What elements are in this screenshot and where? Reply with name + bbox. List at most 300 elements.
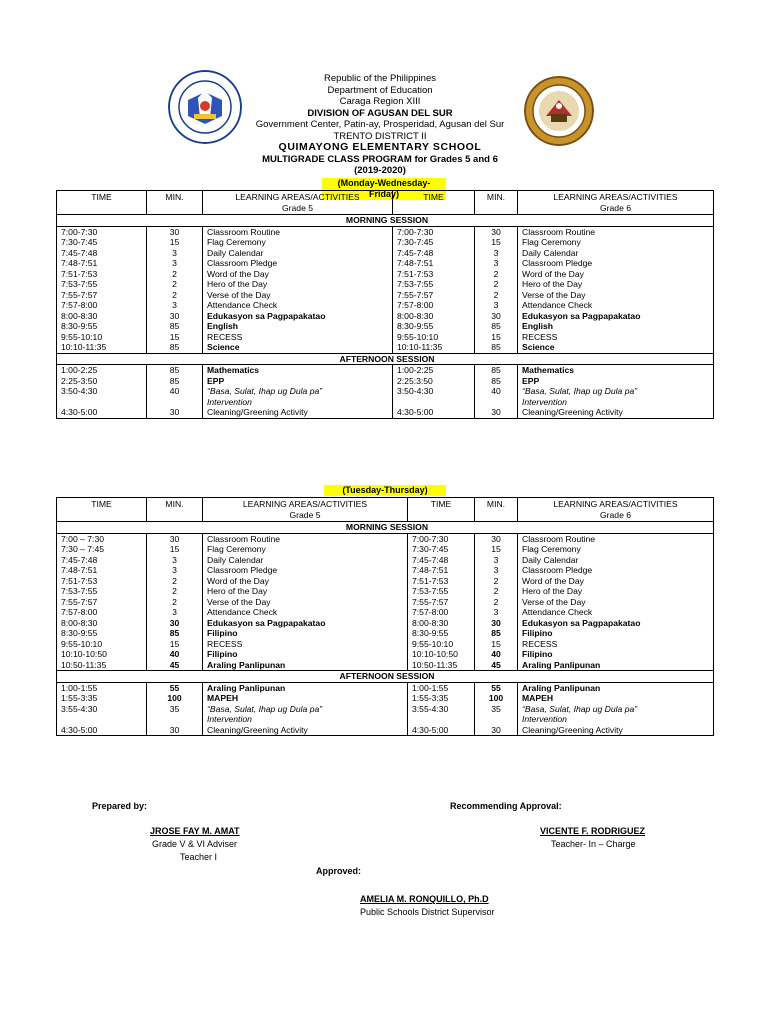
table-cell: 7:48-7:51 <box>408 565 475 576</box>
table-row <box>57 586 714 597</box>
intervention-cell <box>518 704 714 725</box>
table-cell: 2 <box>475 597 518 608</box>
table-row <box>57 300 714 311</box>
table-cell: 15 <box>475 639 518 650</box>
afternoon-session-row <box>57 671 714 683</box>
table-cell: 1:55-3:35 <box>57 693 147 704</box>
table-cell: 10:10-10:50 <box>57 649 147 660</box>
table-cell: 3 <box>147 565 203 576</box>
col-header-time-g6 <box>393 191 475 215</box>
table-cell: 40 <box>147 386 203 407</box>
table-cell: Araling Panlipunan <box>518 660 714 671</box>
table-cell: English <box>203 321 393 332</box>
table-row <box>57 565 714 576</box>
table-cell: 3 <box>475 300 518 311</box>
table-cell: Flag Ceremony <box>203 544 408 555</box>
table-cell: Araling Panlipunan <box>203 682 408 693</box>
table-cell: 7:51-7:53 <box>57 269 147 280</box>
col-header-activities-g5 <box>203 498 408 522</box>
table-cell: Classroom Pledge <box>203 258 393 269</box>
table-cell: 2 <box>475 290 518 301</box>
recommending-approval-label: Recommending Approval: <box>450 801 562 811</box>
table-cell: Flag Ceremony <box>518 544 714 555</box>
table-cell: 7:57-8:00 <box>408 607 475 618</box>
table-cell: Intervention <box>522 714 567 724</box>
table-cell: 7:55-7:57 <box>57 290 147 301</box>
table-cell: 40 <box>475 386 518 407</box>
table-row <box>57 597 714 608</box>
table-row <box>57 533 714 544</box>
table-cell: Edukasyon sa Pagpapakatao <box>518 311 714 322</box>
table-cell: 10:50-11:35 <box>57 660 147 671</box>
table-cell: 3:50-4:30 <box>57 386 147 407</box>
table-cell: 7:00-7:30 <box>393 226 475 237</box>
table-cell: 45 <box>475 660 518 671</box>
session-label: AFTERNOON SESSION <box>57 671 714 683</box>
table-cell: 8:30-9:55 <box>57 628 147 639</box>
table-cell: 2:25:3:50 <box>393 376 475 387</box>
table-row <box>57 342 714 353</box>
table-cell: 8:30-9:55 <box>408 628 475 639</box>
table-cell: 2 <box>147 279 203 290</box>
table-cell: EPP <box>203 376 393 387</box>
table-cell: 2 <box>475 269 518 280</box>
table-cell: Daily Calendar <box>203 248 393 259</box>
table-cell: 2 <box>475 576 518 587</box>
table-cell: 30 <box>475 226 518 237</box>
session-label: MORNING SESSION <box>57 215 714 227</box>
table-cell: 15 <box>147 237 203 248</box>
table-cell: Cleaning/Greening Activity <box>518 725 714 736</box>
table-cell: 7:30-7:45 <box>408 544 475 555</box>
table-cell: Verse of the Day <box>203 290 393 301</box>
table-cell: 7:55-7:57 <box>393 290 475 301</box>
table-cell: TIME <box>430 499 452 509</box>
prepared-by-label: Prepared by: <box>92 801 148 811</box>
table-cell: 85 <box>475 376 518 387</box>
table-row <box>57 639 714 650</box>
table-cell: Filipino <box>203 649 408 660</box>
table-row <box>57 555 714 566</box>
table-row <box>57 248 714 259</box>
table-cell: Hero of the Day <box>203 586 408 597</box>
table-cell: 30 <box>147 533 203 544</box>
table-cell: 30 <box>475 725 518 736</box>
table-cell: Attendance Check <box>518 300 714 311</box>
table-cell: 85 <box>147 321 203 332</box>
schedule-table-tth <box>56 497 714 736</box>
table-cell: 3:55-4:30 <box>408 704 475 725</box>
table-cell: Flag Ceremony <box>518 237 714 248</box>
table-cell: 8:00-8:30 <box>393 311 475 322</box>
table-cell: 85 <box>147 376 203 387</box>
table-cell: 45 <box>147 660 203 671</box>
table-cell: 30 <box>475 533 518 544</box>
header-line-1: Republic of the Philippines <box>324 73 436 84</box>
table-cell: 8:00-8:30 <box>57 311 147 322</box>
table-cell: Araling Panlipunan <box>203 660 408 671</box>
table-cell: Hero of the Day <box>203 279 393 290</box>
table-cell: 3 <box>475 607 518 618</box>
table-cell: TIME <box>423 192 444 202</box>
col-header-activities-g6 <box>518 498 714 522</box>
table-cell: RECESS <box>203 639 408 650</box>
table-cell: 1:00-1:55 <box>408 682 475 693</box>
table-cell: 40 <box>475 649 518 660</box>
table-row <box>57 237 714 248</box>
table-cell: Classroom Routine <box>203 533 408 544</box>
table-cell: 7:48-7:51 <box>57 565 147 576</box>
table-cell: Classroom Routine <box>518 226 714 237</box>
intervention-cell <box>203 704 408 725</box>
table-cell: RECESS <box>518 332 714 343</box>
prepared-by-title-2: Teacher I <box>180 852 218 862</box>
table-cell: Grade 6 <box>599 509 632 520</box>
table-cell: 30 <box>147 311 203 322</box>
table-row <box>57 660 714 671</box>
table-cell: Word of the Day <box>518 576 714 587</box>
table-cell: LEARNING AREAS/ACTIVITIES <box>235 192 360 202</box>
table-row <box>57 693 714 704</box>
table-cell: 1:00-2:25 <box>393 365 475 376</box>
table-cell: 85 <box>475 628 518 639</box>
table-cell: 8:00-8:30 <box>57 618 147 629</box>
table-cell: Intervention <box>522 396 567 407</box>
table-cell: Edukasyon sa Pagpapakatao <box>203 618 408 629</box>
table-cell: 2:25-3:50 <box>57 376 147 387</box>
table-cell: Cleaning/Greening Activity <box>203 407 393 418</box>
table-cell: 2 <box>147 576 203 587</box>
table-cell: Classroom Routine <box>518 533 714 544</box>
table-cell: LEARNING AREAS/ACTIVITIES <box>553 192 678 202</box>
table-cell: Attendance Check <box>518 607 714 618</box>
table-cell: 7:55-7:57 <box>408 597 475 608</box>
table-cell: 1:55-3:35 <box>408 693 475 704</box>
table-cell: 30 <box>475 311 518 322</box>
table-row <box>57 544 714 555</box>
table-cell: 4:30-5:00 <box>408 725 475 736</box>
table-cell: 9:55-10:10 <box>393 332 475 343</box>
table-cell: Flag Ceremony <box>203 237 393 248</box>
table-cell: 7:51-7:53 <box>57 576 147 587</box>
division-address: Government Center, Patin-ay, Prosperidad, Agusan del Sur <box>255 119 505 130</box>
table-cell: 7:45-7:48 <box>57 555 147 566</box>
table-cell: Classroom Pledge <box>203 565 408 576</box>
table-cell: TIME <box>91 192 112 202</box>
table-cell: 7:30-7:45 <box>57 237 147 248</box>
table-cell: 3 <box>147 300 203 311</box>
table-cell: 15 <box>147 332 203 343</box>
table-cell: 3 <box>475 565 518 576</box>
table-cell: 85 <box>475 342 518 353</box>
table-cell: Cleaning/Greening Activity <box>518 407 714 418</box>
table-cell: 7:00-7:30 <box>57 226 147 237</box>
table-cell: 7:30 – 7:45 <box>57 544 147 555</box>
table-cell: 4:30-5:00 <box>57 725 147 736</box>
school-name: QUIMAYONG ELEMENTARY SCHOOL <box>278 141 482 153</box>
table-cell: 10:10-11:35 <box>57 342 147 353</box>
table-cell: RECESS <box>203 332 393 343</box>
table-cell: EPP <box>518 376 714 387</box>
table-cell: Araling Panlipunan <box>518 682 714 693</box>
table-cell: 30 <box>147 725 203 736</box>
table-cell: Science <box>518 342 714 353</box>
table-cell: 1:00-2:25 <box>57 365 147 376</box>
schedule-table-mwf <box>56 190 714 419</box>
table-cell: Filipino <box>518 628 714 639</box>
table-cell: 7:45-7:48 <box>57 248 147 259</box>
col-header-min <box>147 191 203 215</box>
table-cell: 10:10-11:35 <box>393 342 475 353</box>
table-cell: English <box>518 321 714 332</box>
table-cell: 1:00-1:55 <box>57 682 147 693</box>
table-cell: 2 <box>147 269 203 280</box>
table-cell: MIN. <box>486 499 506 509</box>
table-row <box>57 649 714 660</box>
table-cell: 3 <box>147 258 203 269</box>
table-cell: 55 <box>475 682 518 693</box>
table-cell: Daily Calendar <box>203 555 408 566</box>
document-header <box>200 73 560 177</box>
recommending-name: VICENTE F. RODRIGUEZ <box>540 826 646 836</box>
approved-label: Approved: <box>316 866 361 876</box>
table-cell: Classroom Routine <box>203 226 393 237</box>
table-row <box>57 258 714 269</box>
table-cell: Classroom Pledge <box>518 565 714 576</box>
table-cell: Cleaning/Greening Activity <box>203 725 408 736</box>
table-cell: Classroom Pledge <box>518 258 714 269</box>
table-cell: 85 <box>147 628 203 639</box>
table-cell: 100 <box>147 693 203 704</box>
table-cell: 30 <box>475 618 518 629</box>
table-cell: 85 <box>147 342 203 353</box>
table-cell: 15 <box>475 237 518 248</box>
table-cell: 40 <box>147 649 203 660</box>
table-cell: 30 <box>147 618 203 629</box>
table-cell: 7:57-8:00 <box>57 607 147 618</box>
table-cell: 15 <box>475 544 518 555</box>
table-row <box>57 386 714 407</box>
table-cell: 4:30-5:00 <box>393 407 475 418</box>
table-row <box>57 279 714 290</box>
table-cell: 7:48-7:51 <box>57 258 147 269</box>
table-cell: 9:55-10:10 <box>57 332 147 343</box>
table-cell: Attendance Check <box>203 300 393 311</box>
table-cell: 2 <box>147 586 203 597</box>
table-cell: Attendance Check <box>203 607 408 618</box>
mwf-days-label: (Monday-Wednesday-Friday) <box>322 178 446 200</box>
table-cell: 7:53-7:55 <box>408 586 475 597</box>
recommending-title: Teacher- In – Charge <box>551 839 636 849</box>
table-cell: 3:55-4:30 <box>57 704 147 725</box>
table-cell: 8:30-9:55 <box>393 321 475 332</box>
table-cell: 7:53-7:55 <box>393 279 475 290</box>
table-cell: 7:00 – 7:30 <box>57 533 147 544</box>
table-cell: 3 <box>475 258 518 269</box>
intervention-cell <box>203 386 393 407</box>
table-cell: 85 <box>475 365 518 376</box>
table-cell: “Basa, Sulat, Ihap ug Dula pa” <box>207 386 323 396</box>
table-cell: Filipino <box>518 649 714 660</box>
table-cell: 85 <box>147 365 203 376</box>
table-cell: Filipino <box>203 628 408 639</box>
table-row <box>57 407 714 418</box>
division-name: DIVISION OF AGUSAN DEL SUR <box>307 107 453 119</box>
table-cell: Verse of the Day <box>203 597 408 608</box>
table-cell: 7:53-7:55 <box>57 279 147 290</box>
table-cell: MAPEH <box>203 693 408 704</box>
table-cell: MAPEH <box>518 693 714 704</box>
table-cell: Mathematics <box>203 365 393 376</box>
table-cell: 7:57-8:00 <box>57 300 147 311</box>
table-cell: Science <box>203 342 393 353</box>
col-header-min-g6 <box>475 498 518 522</box>
school-year: (2019-2020) <box>354 165 406 176</box>
table-cell: 3 <box>147 555 203 566</box>
prepared-by-title-1: Grade V & VI Adviser <box>152 839 238 849</box>
table-cell: 2 <box>147 597 203 608</box>
col-header-activities-g5 <box>203 191 393 215</box>
col-header-time-g6 <box>408 498 475 522</box>
table-row <box>57 682 714 693</box>
table-cell: 3 <box>475 248 518 259</box>
col-header-activities-g6 <box>518 191 714 215</box>
table-cell: 3:50-4:30 <box>393 386 475 407</box>
table-cell: Hero of the Day <box>518 586 714 597</box>
table-row <box>57 607 714 618</box>
table-cell: Grade 5 <box>289 509 321 520</box>
header-line-2: Department of Education <box>327 84 433 96</box>
col-header-time <box>57 498 147 522</box>
approved-name: AMELIA M. RONQUILLO, Ph.D <box>360 894 489 904</box>
table-cell: 3 <box>147 248 203 259</box>
table-cell: 7:55-7:57 <box>57 597 147 608</box>
table-cell: 4:30-5:00 <box>57 407 147 418</box>
table-row <box>57 704 714 725</box>
table-cell: Grade 5 <box>281 202 314 213</box>
table-cell: 7:51-7:53 <box>393 269 475 280</box>
table-cell: Verse of the Day <box>518 290 714 301</box>
table-header-row <box>57 191 714 215</box>
district-name: TRENTO DISTRICT II <box>333 130 427 142</box>
col-header-min <box>147 498 203 522</box>
table-cell: Hero of the Day <box>518 279 714 290</box>
table-cell: 9:55-10:10 <box>408 639 475 650</box>
table-cell: Word of the Day <box>203 576 408 587</box>
session-label: AFTERNOON SESSION <box>57 353 714 365</box>
table-cell: MIN. <box>165 499 184 509</box>
morning-session-row <box>57 215 714 227</box>
table-cell: “Basa, Sulat, Ihap ug Dula pa” <box>522 386 638 396</box>
table-cell: Grade 6 <box>599 202 632 213</box>
table-row <box>57 365 714 376</box>
table-cell: Edukasyon sa Pagpapakatao <box>518 618 714 629</box>
col-header-min-g6 <box>475 191 518 215</box>
table-cell: LEARNING AREAS/ACTIVITIES <box>242 499 368 509</box>
table-cell: Intervention <box>207 714 252 724</box>
table-row <box>57 269 714 280</box>
table-cell: 15 <box>147 544 203 555</box>
table-cell: 3 <box>475 555 518 566</box>
afternoon-session-row <box>57 353 714 365</box>
table-cell: 10:50-11:35 <box>408 660 475 671</box>
table-row <box>57 332 714 343</box>
table-row <box>57 618 714 629</box>
table-cell: Daily Calendar <box>518 555 714 566</box>
intervention-cell <box>518 386 714 407</box>
table-cell: 9:55-10:10 <box>57 639 147 650</box>
table-row <box>57 311 714 322</box>
header-line-3: Caraga Region XIII <box>339 96 421 107</box>
table-row <box>57 290 714 301</box>
table-cell: Verse of the Day <box>518 597 714 608</box>
table-cell: “Basa, Sulat, Ihap ug Dula pa” <box>207 703 323 714</box>
table-cell: 30 <box>147 226 203 237</box>
table-cell: Word of the Day <box>518 269 714 280</box>
table-header-row <box>57 498 714 522</box>
col-header-time <box>57 191 147 215</box>
table-cell: 100 <box>475 693 518 704</box>
table-cell: TIME <box>91 499 112 509</box>
table-cell: 8:30-9:55 <box>57 321 147 332</box>
table-cell: 2 <box>475 279 518 290</box>
tth-days-label: (Tuesday-Thursday) <box>324 485 446 496</box>
session-label: MORNING SESSION <box>57 522 714 534</box>
table-cell: 7:57-8:00 <box>393 300 475 311</box>
table-row <box>57 321 714 332</box>
table-cell: MIN. <box>165 192 184 202</box>
table-cell: LEARNING AREAS/ACTIVITIES <box>553 499 678 509</box>
table-cell: 2 <box>147 290 203 301</box>
table-cell: Mathematics <box>518 365 714 376</box>
table-cell: 35 <box>475 704 518 725</box>
table-cell: 30 <box>475 407 518 418</box>
approved-title: Public Schools District Supervisor <box>360 907 495 917</box>
table-cell: 7:48-7:51 <box>393 258 475 269</box>
morning-session-row <box>57 522 714 534</box>
table-cell: 2 <box>475 586 518 597</box>
table-cell: RECESS <box>518 639 714 650</box>
table-cell: 7:45-7:48 <box>393 248 475 259</box>
table-cell: 35 <box>147 704 203 725</box>
table-cell: 15 <box>475 332 518 343</box>
table-cell: 85 <box>475 321 518 332</box>
table-row <box>57 226 714 237</box>
table-row <box>57 576 714 587</box>
table-cell: 7:45-7:48 <box>408 555 475 566</box>
table-cell: “Basa, Sulat, Ihap ug Dula pa” <box>522 703 638 714</box>
table-cell: 55 <box>147 682 203 693</box>
table-row <box>57 628 714 639</box>
table-cell: MIN. <box>486 192 506 202</box>
table-cell: 10:10-10:50 <box>408 649 475 660</box>
table-cell: Intervention <box>207 396 252 407</box>
table-cell: 15 <box>147 639 203 650</box>
prepared-by-name: JROSE FAY M. AMAT <box>150 826 240 836</box>
table-cell: Word of the Day <box>203 269 393 280</box>
table-cell: Daily Calendar <box>518 248 714 259</box>
table-cell: Edukasyon sa Pagpapakatao <box>203 311 393 322</box>
table-cell: 3 <box>147 607 203 618</box>
table-cell: 7:53-7:55 <box>57 586 147 597</box>
table-cell: 7:30-7:45 <box>393 237 475 248</box>
table-cell: 30 <box>147 407 203 418</box>
table-row <box>57 376 714 387</box>
table-row <box>57 725 714 736</box>
table-cell: 7:51-7:53 <box>408 576 475 587</box>
program-title: MULTIGRADE CLASS PROGRAM for Grades 5 and 6 <box>262 153 498 165</box>
table-cell: 8:00-8:30 <box>408 618 475 629</box>
